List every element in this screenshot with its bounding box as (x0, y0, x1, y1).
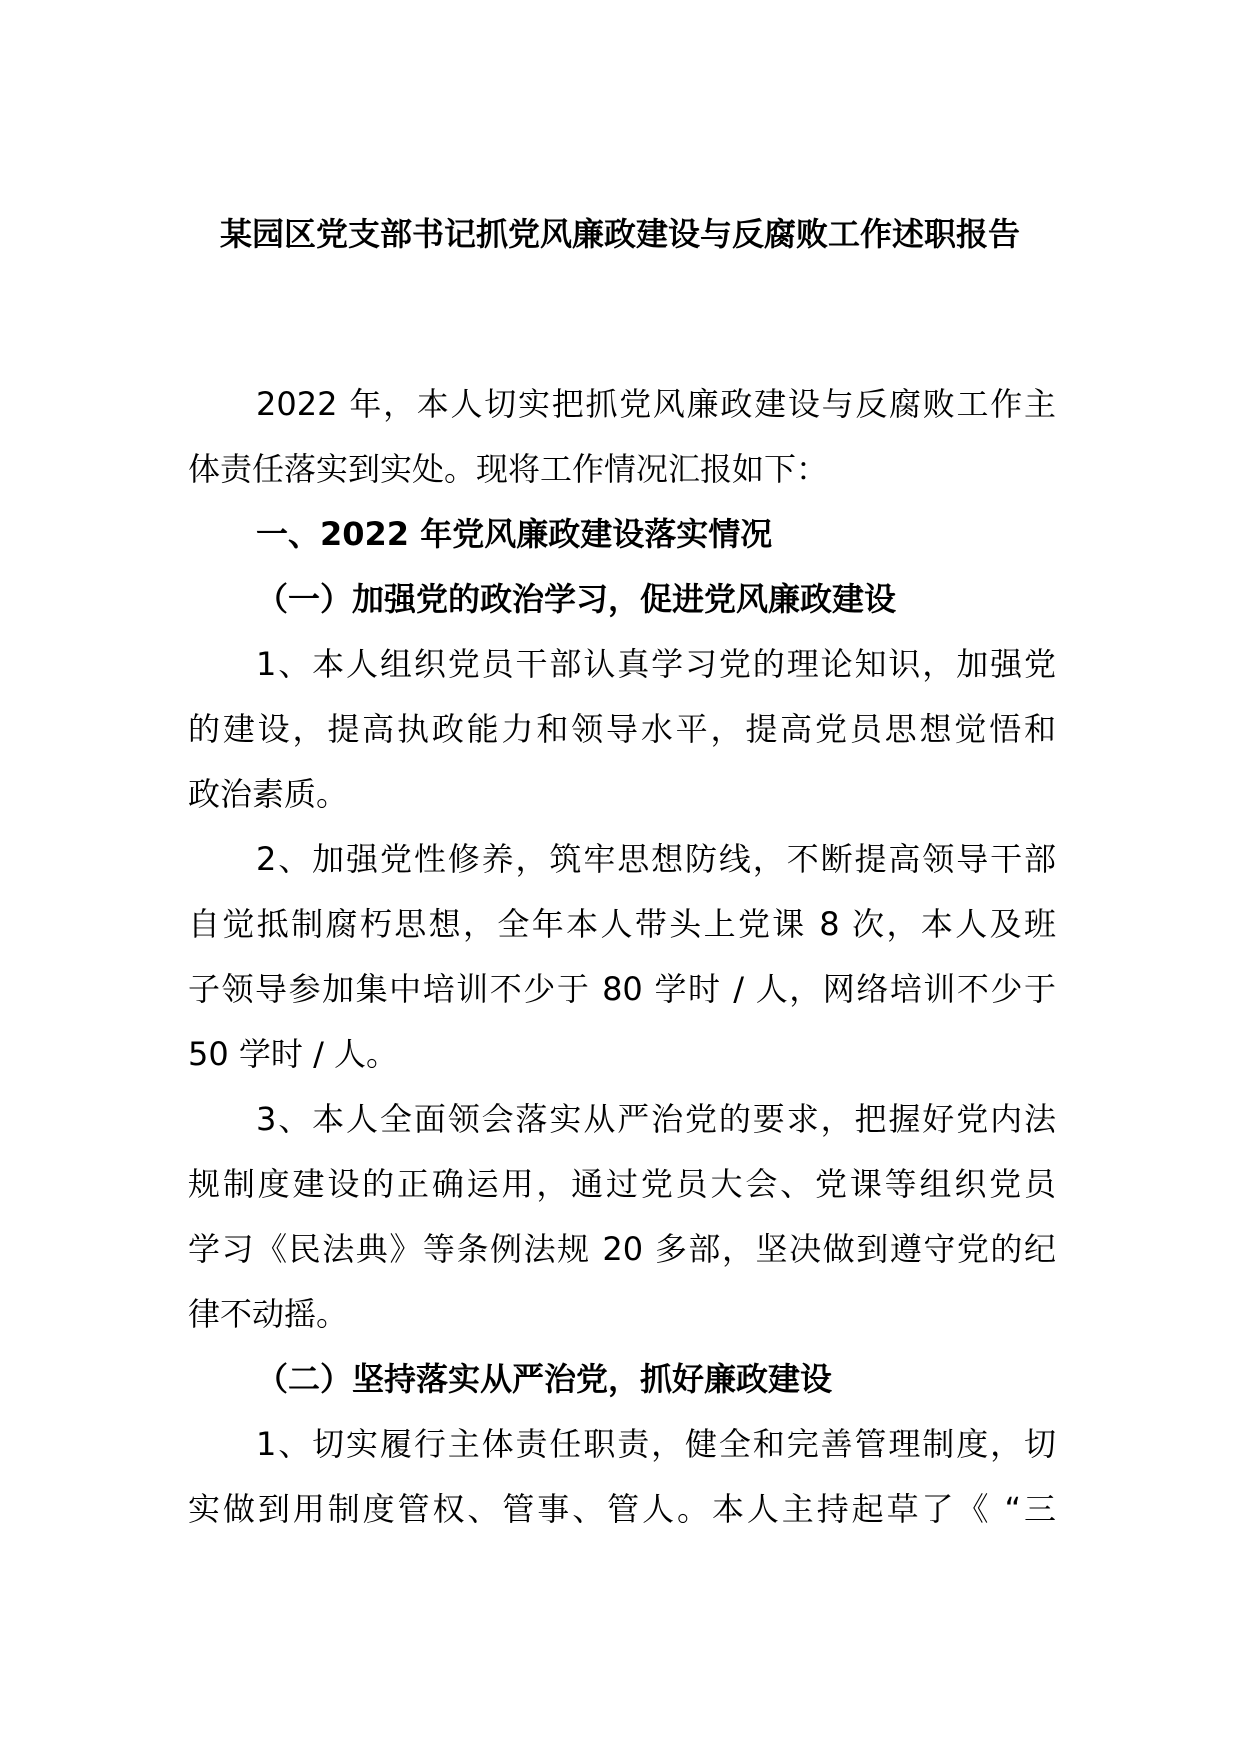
paragraph-line: 规制度建设的正确运用，通过党员大会、党课等组织党员 (188, 1165, 1056, 1203)
document-title: 某园区党支部书记抓党风廉政建设与反腐败工作述职报告 (219, 215, 1020, 253)
document-body (188, 372, 1056, 1542)
paragraph-line: 1、本人组织党员干部认真学习党的理论知识，加强党 (256, 645, 1056, 683)
paragraph-line: 自觉抵制腐朽思想，全年本人带头上党课 8 次，本人及班 (188, 905, 1056, 943)
paragraph-line: 体责任落实到实处。现将工作情况汇报如下： (188, 450, 829, 488)
paragraph-line: 实做到用制度管权、管事、管人。本人主持起草了《 “三 (188, 1490, 1056, 1528)
paragraph-line: 3、本人全面领会落实从严治党的要求，把握好党内法 (256, 1100, 1056, 1138)
paragraph-line: 2、加强党性修养，筑牢思想防线，不断提高领导干部 (256, 840, 1056, 878)
paragraph-line: 政治素质。 (188, 775, 349, 813)
paragraph-line: 的建设，提高执政能力和领导水平，提高党员思想觉悟和 (188, 710, 1056, 748)
section-heading: 一、2022 年党风廉政建设落实情况 (256, 515, 773, 553)
paragraph-line: 子领导参加集中培训不少于 80 学时 / 人，网络培训不少于 (188, 970, 1056, 1008)
subsection-heading: （二）坚持落实从严治党，抓好廉政建设 (256, 1360, 833, 1398)
paragraph-line: 50 学时 / 人。 (188, 1035, 399, 1073)
paragraph-line: 1、切实履行主体责任职责，健全和完善管理制度，切 (256, 1425, 1056, 1463)
subsection-heading: （一）加强党的政治学习，促进党风廉政建设 (256, 580, 897, 618)
paragraph-line: 2022 年，本人切实把抓党风廉政建设与反腐败工作主 (256, 385, 1056, 423)
paragraph-line: 律不动摇。 (188, 1295, 349, 1333)
paragraph-line: 学习《民法典》等条例法规 20 多部，坚决做到遵守党的纪 (188, 1230, 1056, 1268)
